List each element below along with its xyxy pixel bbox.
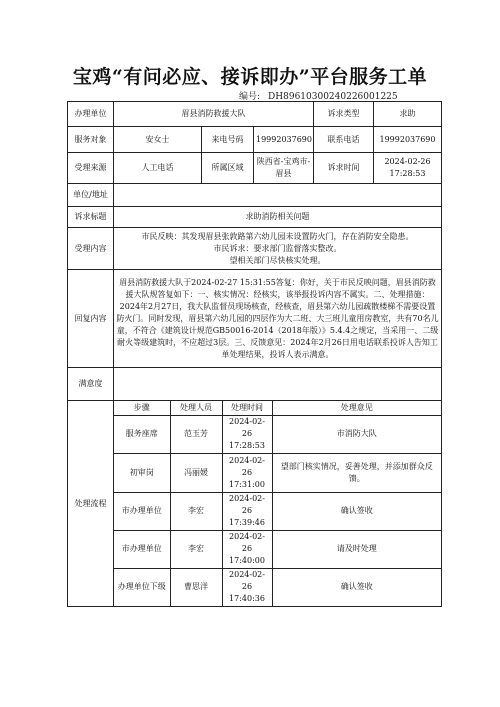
flow-person: 范玉芳: [170, 415, 222, 453]
value-region: 陕西省-宝鸡市-眉县: [254, 153, 314, 184]
row-request-title: [68, 207, 442, 228]
label-handling-unit: 办理单位: [68, 102, 114, 127]
flow-header-opinion: 处理意见: [272, 401, 441, 415]
label-unit-address: 单位/地址: [68, 184, 114, 207]
flow-row: [114, 568, 441, 606]
label-accepted-content: 受理内容: [68, 228, 114, 270]
flow-step: 办理单位下级: [114, 568, 170, 606]
value-service-target: 安女士: [114, 127, 202, 153]
value-satisfaction: [114, 368, 442, 401]
flow-opinion: 望部门核实情况，妥善处理，并添加群众反馈。: [272, 453, 441, 492]
flow-opinion: 市消防大队: [272, 415, 441, 453]
label-service-target: 服务对象: [68, 127, 114, 153]
value-source: 人工电话: [114, 153, 202, 184]
label-request-type: 诉求类型: [314, 102, 374, 127]
flow-header-time: 处理时间: [222, 401, 272, 415]
row-reply-content: [68, 270, 442, 368]
flow-header-person: 处理人员: [170, 401, 222, 415]
serial-value: DH89610300240226001225: [268, 92, 398, 102]
row-source: [68, 153, 442, 184]
value-request-type: 求助: [374, 102, 442, 127]
value-request-time: 2024-02-26 17:28:53: [374, 153, 442, 184]
value-request-title: 求助消防相关问题: [114, 207, 442, 228]
label-reply-content: 回复内容: [68, 270, 114, 368]
flow-person: 李宏: [170, 530, 222, 568]
row-process-flow: [68, 401, 442, 607]
flow-person: 李宏: [170, 492, 222, 530]
flow-person: 曹思洋: [170, 568, 222, 606]
flow-step: 初审岗: [114, 453, 170, 492]
work-order-table: [67, 101, 442, 607]
flow-opinion: 请及时处理: [272, 530, 441, 568]
flow-time: 2024-02-26 17:31:00: [222, 453, 272, 492]
value-caller-number: 19992037690: [254, 127, 314, 153]
flow-step: 市办理单位: [114, 530, 170, 568]
label-contact-phone: 联系电话: [314, 127, 374, 153]
row-satisfaction: [68, 368, 442, 401]
label-caller-number: 来电号码: [202, 127, 254, 153]
label-satisfaction: 满意度: [68, 368, 114, 401]
value-handling-unit: 眉县消防救援大队: [114, 102, 314, 127]
flow-header-row: [114, 401, 441, 415]
value-accepted-content: 市民反映：其发现眉县张敦路第六幼儿园未设置防火门，存在消防安全隐患。 市民诉求：要求部门监督落实整改。 望相关部门尽快核实处理。: [114, 228, 442, 270]
flow-opinion: 确认签收: [272, 492, 441, 530]
flow-header-step: 步骤: [133, 402, 150, 412]
row-handling-unit: [68, 102, 442, 127]
row-unit-address: [68, 184, 442, 207]
flow-time: 2024-02-26 17:39:46: [222, 492, 272, 530]
flow-time: 2024-02-26 17:40:36: [222, 568, 272, 606]
flow-row: [114, 530, 441, 568]
value-reply-content: 眉县消防救援大队于2024-02-27 15:31:55答复：你好，关于市民反映问题，眉县消防救援大队规答复如下：一、核实情况：经核实，该举报投诉内容不属实。二、处理措施：2024年2月27日，我大队监督员现场核查，经核查，眉县第六幼儿园疏散楼梯不需要设置防火门。同时发现，眉县第六幼儿园的四层作为大二班、大三班儿童用房教室，共有70名儿童，不符合《建筑设计规范GB50016-2014（2018年版）》5.4.4之规定，当采用一、二级耐火等级建筑时，不应超过3层。三、反馈意见：2024年2月26日用电话联系投诉人告知工单处理结果，投诉人表示满意。: [114, 270, 442, 368]
flow-person: 冯丽媛: [170, 453, 222, 492]
label-request-title: 诉求标题: [68, 207, 114, 228]
serial-label: 编号:: [239, 92, 261, 102]
value-unit-address: [114, 184, 442, 207]
row-service-target: [68, 127, 442, 153]
label-process-flow: 处理流程: [68, 401, 114, 607]
flow-time: 2024-02-26 17:40:00: [222, 530, 272, 568]
value-contact-phone: 19992037690: [374, 127, 442, 153]
flow-row: [114, 415, 441, 453]
label-source: 受理来源: [68, 153, 114, 184]
flow-row: [114, 492, 441, 530]
row-accepted-content: [68, 228, 442, 270]
label-region: 所属区域: [202, 153, 254, 184]
flow-step: 市办理单位: [114, 492, 170, 530]
flow-row: [114, 453, 441, 492]
flow-time: 2024-02-26 17:28:53: [222, 415, 272, 453]
label-request-time: 诉求时间: [314, 153, 374, 184]
flow-opinion: 确认签收: [272, 568, 441, 606]
flow-step: 服务座席: [114, 415, 170, 453]
document-title: 宝鸡“有问必应、接诉即办”平台服务工单: [72, 66, 428, 88]
process-flow-table: [114, 401, 441, 606]
